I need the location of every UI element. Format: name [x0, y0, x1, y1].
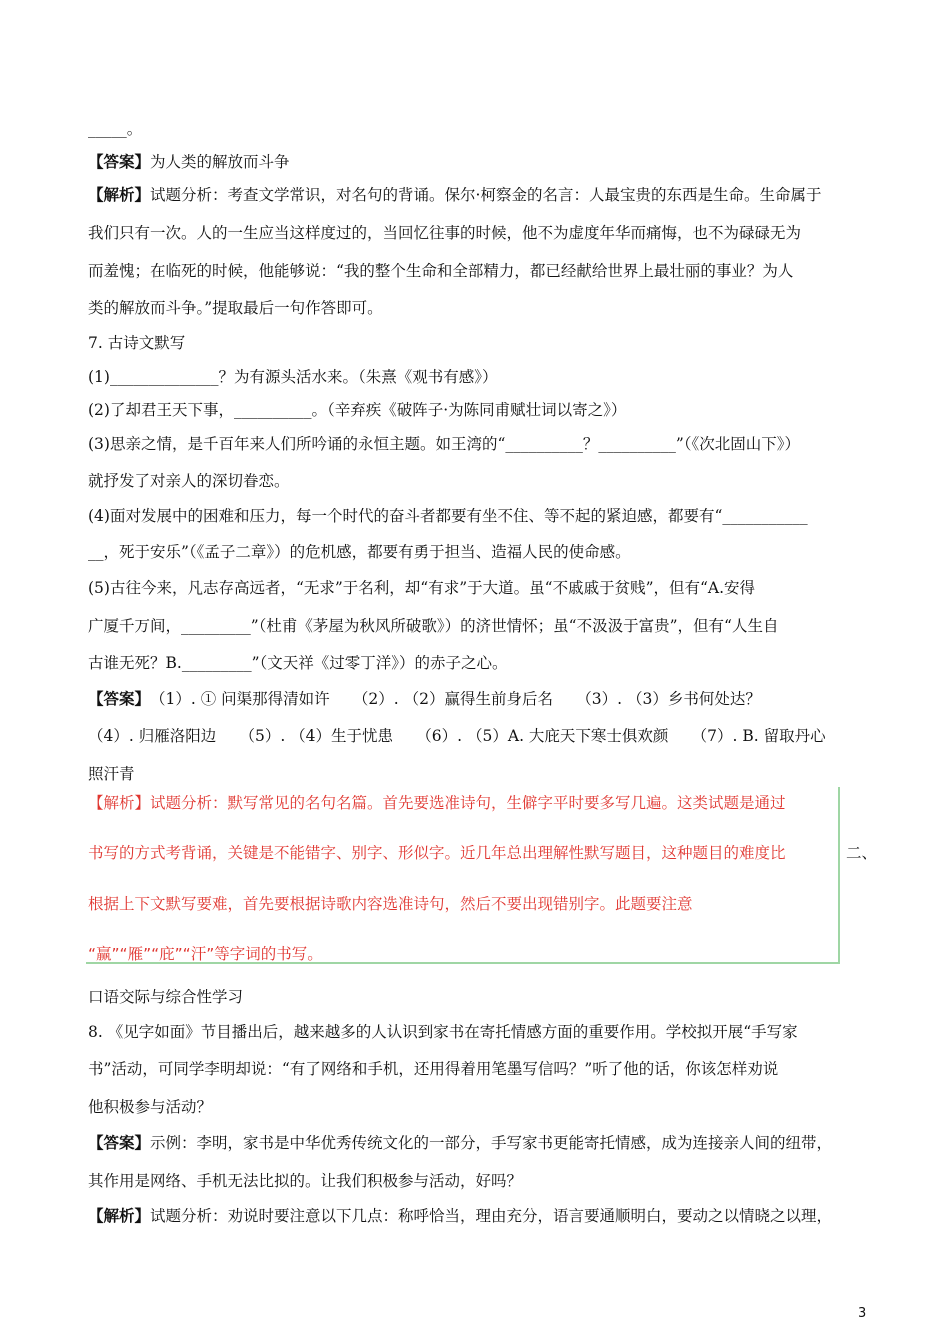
text-line: 古谁无死？B._________”（文天祥《过零丁洋》）的赤子之心。	[88, 654, 508, 672]
analysis-box-line: “赢”“雁”“庇”“汗”等字词的书写。	[88, 945, 323, 963]
section-title: 口语交际与综合性学习	[88, 988, 244, 1006]
answer-line: 【答案】 （1）. ① 问渠那得清如许 （2）. （2）赢得生前身后名 （3）. （3）乡书何处达？	[88, 689, 761, 708]
analysis-line: 【解析】试题分析：考查文学常识，对名句的背诵。保尔·柯察金的名言：人最宝贵的东西是生命。生命属于	[88, 185, 822, 204]
text-line: (5)古往今来，凡志存高远者，“无求”于名利，却“有求”于大道。虽“不戚戚于贫贱”，但有“A.安得	[88, 579, 756, 597]
answer-label: 【答案】	[88, 1133, 151, 1152]
analysis-box-line: 【解析】试题分析：默写常见的名句名篇。首先要选准诗句，生僻字平时要多写几遍。这类试题是通过	[88, 794, 786, 812]
text-line: 其作用是网络、手机无法比拟的。让我们积极参与活动，好吗？	[88, 1172, 523, 1190]
analysis-box-line: 根据上下文默写要难，首先要根据诗歌内容选准诗句，然后不要出现错别字。此题要注意	[88, 895, 693, 913]
text-line: 照汗青	[88, 765, 135, 783]
question-line: 8. 《见字如面》节目播出后，越来越多的人认识到家书在寄托情感方面的重要作用。学校拟开展“手写家	[88, 1023, 798, 1041]
text-line: __，死于安乐”（《孟子二章》）的危机感，都要有勇于担当、造福人民的使命感。	[88, 543, 631, 561]
text-line: (1)______________？为有源头活水来。（朱熹《观书有感》）	[88, 368, 498, 386]
text-line: 书”活动，可同学李明却说：“有了网络和手机，还用得着用笔墨写信吗？”听了他的话，你该怎样劝说	[88, 1060, 779, 1078]
text-line: 而羞愧；在临死的时候，他能够说：“我的整个生命和全部精力，都已经献给世界上最壮丽的事业？为人	[88, 262, 794, 280]
answer-line: 【答案】示例：李明，家书是中华优秀传统文化的一部分，手写家书更能寄托情感，成为连接亲人间的纽带，	[88, 1133, 833, 1152]
answer-line: 【答案】为人类的解放而斗争	[88, 152, 290, 171]
text-line: 广厦千万间，_________”（杜甫《茅屋为秋风所破歌》）的济世情怀；虽“不汲汲于富贵”，但有“人生自	[88, 617, 779, 635]
text-line: 我们只有一次。人的一生应当这样度过的，当回忆往事的时候，他不为虚度年华而痛悔，也不为碌碌无为	[88, 224, 802, 242]
text-line: （4）. 归雁洛阳边 （5）. （4）生于忧患 （6）. （5）A. 大庇天下寒士俱欢颜 （7）. B. 留取丹心	[88, 727, 826, 745]
text-line: (2)了却君王天下事，__________。（辛弃疾《破阵子·为陈同甫赋壮词以寄之》）	[88, 401, 627, 419]
analysis-box-line: 书写的方式考背诵，关键是不能错字、别字、形似字。近几年总出理解性默写题目，这种题目的难度比	[88, 844, 786, 862]
text-line: (4)面对发展中的困难和压力，每一个时代的奋斗者都要有坐不住、等不起的紧迫感，都要有“___________	[88, 507, 808, 525]
text-line: (3)思亲之情，是千百年来人们所吟诵的永恒主题。如王湾的“__________？__________”（《次北固山下》）	[88, 435, 801, 453]
answer-label: 【答案】	[88, 152, 151, 171]
analysis-label: 【解析】	[88, 185, 151, 204]
text-line: 类的解放而斗争。”提取最后一句作答即可。	[88, 299, 383, 317]
section-number: 二、	[846, 844, 878, 862]
text-line: 就抒发了对亲人的深切眷恋。	[88, 472, 290, 490]
text-line: _____。	[88, 120, 143, 138]
analysis-label: 【解析】	[88, 1206, 151, 1225]
question-title: 7. 古诗文默写	[88, 334, 186, 352]
analysis-line: 【解析】试题分析：劝说时要注意以下几点：称呼恰当，理由充分，语言要通顺明白，要动之以情晓之以理，	[88, 1206, 833, 1225]
text-line: 他积极参与活动？	[88, 1098, 213, 1116]
answer-label: 【答案】	[88, 689, 143, 708]
page-number: 3	[858, 1306, 867, 1321]
